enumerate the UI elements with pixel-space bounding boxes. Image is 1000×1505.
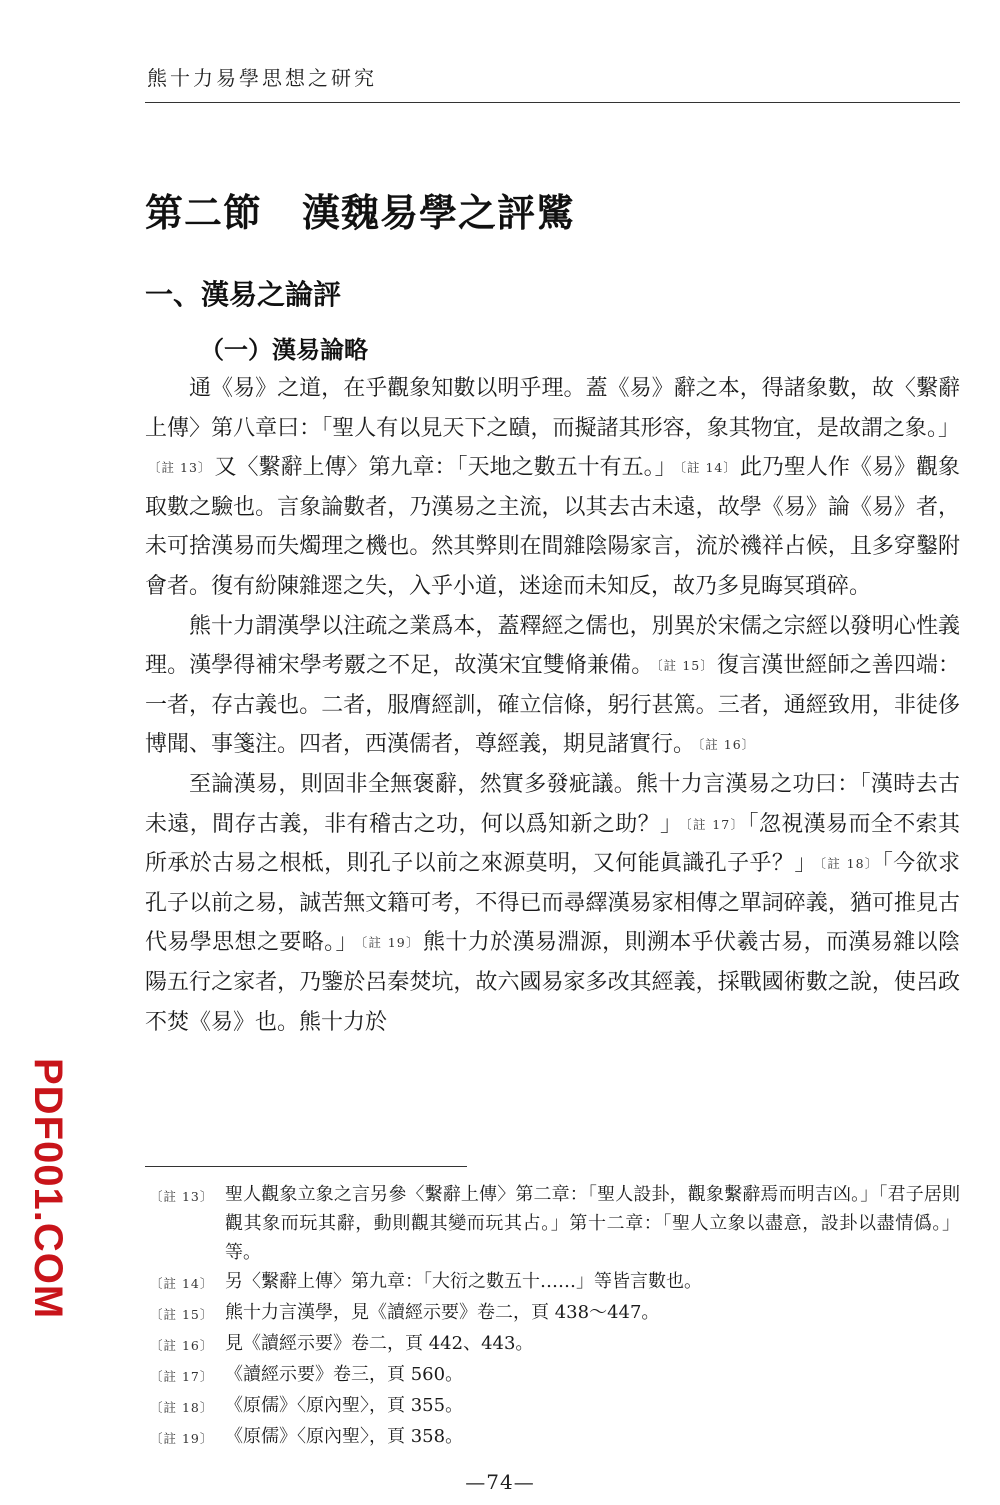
note-reference: 〔註 13〕	[148, 460, 212, 476]
note-reference: 〔註 14〕	[679, 460, 737, 476]
page-number: —74—	[465, 1470, 535, 1494]
running-title: 熊十力易學思想之研究	[147, 66, 377, 90]
body-text	[145, 369, 960, 1042]
paragraph-text: 「忽視漢易而全不索其所承於古易之根柢，則孔子以前之來源莫明，又何能眞識孔子乎？」	[145, 811, 960, 877]
paragraph	[145, 765, 960, 1042]
paragraph-text: 此乃聖人作《易》觀象取數之驗也。言象論數者，乃漢易之主流，以其去古未遠，故學《易》論《易》者，未可捨漢易而失燭理之機也。然其弊則在間雜陰陽家言，流於禨祥占候，且多穿鑿附會者。復有紛陳雜遝之失，入乎小道，迷途而未知反，故乃多見晦冥瑣碎。	[145, 455, 960, 599]
paragraph-text: 通《易》之道，在乎觀象知數以明乎理。蓋《易》辭之本，得諸象數，故〈繫辭上傳〉第八章曰：「聖人有以見天下之賾，而擬諸其形容，象其物宜，是故謂之象。」	[145, 376, 960, 441]
note-reference: 〔註 15〕	[656, 658, 714, 674]
note-reference: 〔註 16〕	[698, 737, 756, 753]
subheading: 一、漢易之論評	[145, 278, 342, 311]
footnote	[150, 1360, 960, 1391]
footnote	[150, 1391, 960, 1422]
paragraph-text: 「今欲求孔子以前之易，誠苦無文籍可考，不得已而尋繹漢易家相傳之單詞碎義，猶可推見古代易學思想之要略。」	[145, 851, 960, 956]
footnotes	[150, 1180, 960, 1453]
footnote-label: 〔註 15〕	[150, 1307, 214, 1322]
footnote	[150, 1298, 960, 1329]
paragraph	[145, 607, 960, 765]
footnote	[150, 1180, 960, 1267]
note-reference: 〔註 19〕	[360, 935, 420, 951]
section-name: 漢魏易學之評騭	[302, 190, 576, 235]
watermark: PDF001.COM	[26, 1058, 70, 1320]
footnote-text: 聖人觀象立象之言另參〈繫辭上傳〉第二章：「聖人設卦，觀象繫辭焉而明吉凶。」「君子居則觀其象而玩其辭，動則觀其變而玩其占。」第十二章：「聖人立象以盡意，設卦以盡情僞。」等。	[225, 1184, 960, 1263]
section-number: 第二節	[145, 190, 263, 235]
paragraph-text: 熊十力謂漢學以注疏之業爲本，蓋釋經之儒也，別異於宋儒之宗經以發明心性義理。漢學得補宋學考覈之不足，故漢宋宜雙脩兼備。	[145, 613, 960, 679]
footnote	[150, 1267, 960, 1298]
paragraph	[145, 369, 960, 607]
header-rule	[145, 102, 960, 103]
footnote-text: 《讀經示要》卷三，頁 560。	[225, 1364, 464, 1385]
footnote-label: 〔註 17〕	[150, 1369, 214, 1384]
paragraph-text: 至論漢易，則固非全無褒辭，然實多發疵議。熊十力言漢易之功曰：「漢時去古未遠，間存古義，非有稽古之功，何以爲知新之助？」	[145, 771, 960, 837]
paragraph-text: 熊十力於漢易淵源，則溯本乎伏羲古易，而漢易雜以陰陽五行之家者，乃鑒於呂秦焚坑，故六國易家多改其經義，採戰國術數之說，使呂政不焚《易》也。熊十力於	[145, 930, 960, 1035]
note-reference: 〔註 17〕	[685, 816, 745, 832]
footnote-text: 見《讀經示要》卷二，頁 442、443。	[225, 1333, 534, 1354]
footnote-rule	[145, 1166, 467, 1167]
paragraph-text: 又〈繫辭上傳〉第九章：「天地之數五十有五。」	[214, 455, 677, 481]
footnote-text: 《原儒》〈原內聖〉，頁 358。	[225, 1426, 464, 1447]
footnote	[150, 1422, 960, 1453]
footnote-label: 〔註 14〕	[150, 1276, 214, 1291]
footnote	[150, 1329, 960, 1360]
section-title	[145, 182, 575, 237]
footnote-label: 〔註 19〕	[150, 1431, 214, 1446]
note-reference: 〔註 18〕	[819, 856, 879, 872]
subsubheading: （一）漢易論略	[200, 335, 368, 364]
footnote-label: 〔註 18〕	[150, 1400, 214, 1415]
footnote-label: 〔註 16〕	[150, 1338, 214, 1353]
footnote-text: 《原儒》〈原內聖〉，頁 355。	[225, 1395, 464, 1416]
paragraph-text: 復言漢世經師之善四端：一者，存古義也。二者，服膺經訓，確立信條，躬行甚篤。三者，通經致用，非徒侈博聞、事箋注。四者，西漢儒者，尊經義，期見諸實行。	[145, 653, 960, 758]
footnote-text: 熊十力言漢學，見《讀經示要》卷二，頁 438～447。	[225, 1302, 660, 1323]
footnote-label: 〔註 13〕	[150, 1189, 214, 1204]
footnote-text: 另〈繫辭上傳〉第九章：「大衍之數五十……」等皆言數也。	[225, 1271, 702, 1292]
